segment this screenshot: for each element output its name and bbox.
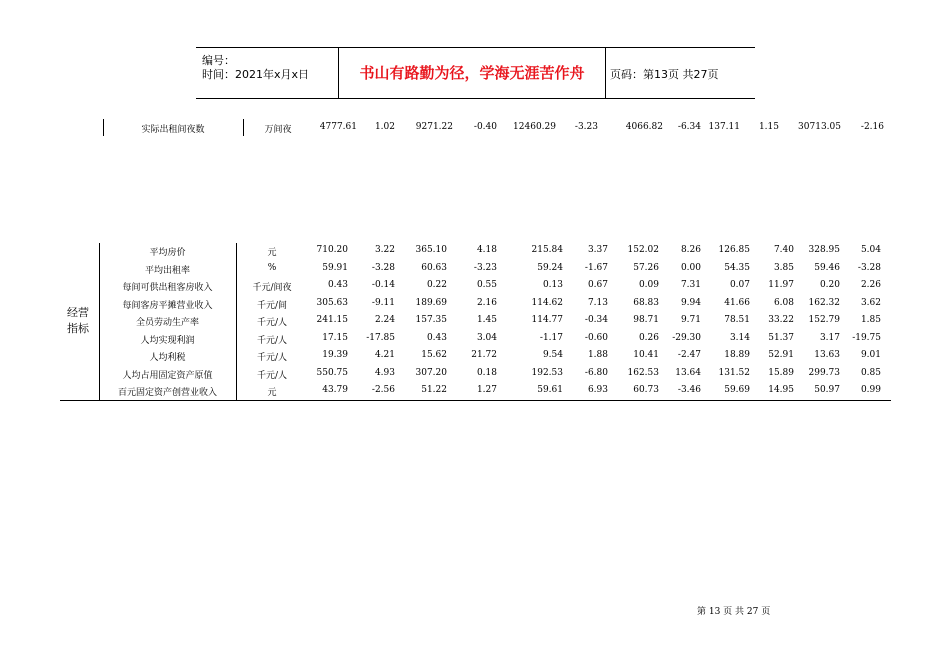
table-cell: -1.67 xyxy=(584,262,608,273)
table-cell: 4.18 xyxy=(476,245,497,255)
table-cell: 18.89 xyxy=(724,350,750,360)
table-cell: 19.39 xyxy=(322,350,348,360)
table-cell: -6.34 xyxy=(677,122,701,132)
table-cell: 0.43 xyxy=(327,280,348,290)
table-cell: -3.46 xyxy=(677,385,701,395)
metric-name: 人均占用固定资产原值 xyxy=(122,370,213,381)
table-cell: -6.80 xyxy=(584,367,608,378)
metric-unit: % xyxy=(267,262,277,273)
table-cell: 6.93 xyxy=(587,385,608,395)
table-cell: 1.02 xyxy=(374,122,395,132)
motto: 书山有路勤为径，学海无涯苦作舟 xyxy=(359,64,585,82)
table-cell: 59.24 xyxy=(537,262,563,273)
table-cell: 9.01 xyxy=(860,350,881,360)
table-cell: 41.66 xyxy=(724,297,750,308)
table-cell: 550.75 xyxy=(316,367,348,378)
metric-unit: 千元/人 xyxy=(256,318,288,328)
table-cell: 162.53 xyxy=(627,367,659,378)
metric-name: 每间客房平摊营业收入 xyxy=(122,300,213,311)
table-cell: 157.35 xyxy=(415,315,447,325)
metric-unit: 元 xyxy=(267,248,277,258)
metric-name: 平均房价 xyxy=(149,248,186,258)
table-cell: 114.62 xyxy=(531,297,563,308)
table-cell: -17.85 xyxy=(366,332,395,343)
table-cell: -0.40 xyxy=(473,122,497,132)
page-code: 页码：第13页 共27页 xyxy=(610,68,719,81)
table-cell: 152.79 xyxy=(808,315,840,325)
table-cell: -3.23 xyxy=(473,262,497,273)
table-cell: 6.08 xyxy=(773,297,794,308)
table-cell: 50.97 xyxy=(814,385,840,395)
table-cell: 0.99 xyxy=(860,385,881,395)
table-cell: 59.46 xyxy=(814,262,840,273)
table-cell: 3.04 xyxy=(476,332,497,343)
table-cell: 8.26 xyxy=(680,245,701,255)
table-cell: -0.14 xyxy=(371,280,395,290)
table-cell: 0.22 xyxy=(426,280,447,290)
table-cell: -1.17 xyxy=(539,332,563,343)
table-cell: 11.97 xyxy=(768,280,794,290)
table-cell: 1.88 xyxy=(587,350,608,360)
table-cell: 17.15 xyxy=(322,332,348,343)
page-header xyxy=(196,47,755,99)
table-cell: 60.63 xyxy=(421,262,447,273)
table-cell: 3.17 xyxy=(819,332,840,343)
table-cell: 59.91 xyxy=(322,262,348,273)
table-cell: 126.85 xyxy=(718,245,750,255)
table-cell: 43.79 xyxy=(322,385,348,395)
metric-unit: 千元/人 xyxy=(256,353,288,363)
table-cell: 215.84 xyxy=(531,245,563,255)
metric-unit: 千元/间夜 xyxy=(252,283,292,293)
table-cell: 13.63 xyxy=(814,350,840,360)
table-cell: 4777.61 xyxy=(319,122,357,132)
page-footer: 第 13 页 共 27 页 xyxy=(697,607,771,617)
metric-unit: 千元/间 xyxy=(256,300,288,311)
metric-name: 每间可供出租客房收入 xyxy=(122,283,213,293)
table-cell: 15.62 xyxy=(421,350,447,360)
table-cell: 9.71 xyxy=(680,315,701,325)
table-cell: 1.85 xyxy=(860,315,881,325)
metric-name: 全员劳动生产率 xyxy=(135,318,199,328)
table-cell: 3.14 xyxy=(729,332,750,343)
table-cell: 0.18 xyxy=(476,367,497,378)
table-cell: -2.47 xyxy=(677,350,701,360)
metric-name: 人均利税 xyxy=(149,353,186,363)
table-cell: 59.69 xyxy=(724,385,750,395)
metric-name: 百元固定资产创营业收入 xyxy=(117,388,217,398)
table-cell: 9271.22 xyxy=(415,122,453,132)
table-cell: 3.22 xyxy=(374,245,395,255)
table-cell: 0.43 xyxy=(426,332,447,343)
metric-name: 平均出租率 xyxy=(144,265,190,276)
table-cell: -2.16 xyxy=(860,122,884,132)
table-cell: 0.55 xyxy=(476,280,497,290)
table-cell: 1.27 xyxy=(476,385,497,395)
table-cell: 21.72 xyxy=(471,350,497,360)
table-bottom-rule xyxy=(60,400,891,401)
table-cell: 305.63 xyxy=(316,297,348,308)
table-cell: 710.20 xyxy=(316,245,348,255)
table-cell: 365.10 xyxy=(415,245,447,255)
table-cell: 15.89 xyxy=(768,367,794,378)
table-cell: 137.11 xyxy=(708,122,740,132)
table-cell: 0.07 xyxy=(729,280,750,290)
table-cell: 307.20 xyxy=(415,367,447,378)
table-cell: -3.28 xyxy=(371,262,395,273)
table-cell: 152.02 xyxy=(627,245,659,255)
table-cell: 1.45 xyxy=(476,315,497,325)
section-label: 经营指标 xyxy=(67,306,89,335)
table-cell: 114.77 xyxy=(531,315,563,325)
table-cell: 51.22 xyxy=(421,385,447,395)
table-cell: 2.16 xyxy=(476,297,497,308)
table-cell: 2.26 xyxy=(860,280,881,290)
table-cell: 2.24 xyxy=(374,315,395,325)
table-cell: -29.30 xyxy=(672,332,701,343)
table-cell: -0.34 xyxy=(584,315,608,325)
table-cell: 162.32 xyxy=(808,297,840,308)
table-cell: -3.23 xyxy=(574,122,598,132)
table-cell: 1.15 xyxy=(758,122,779,132)
table-cell: 7.31 xyxy=(680,280,701,290)
table-cell: 68.83 xyxy=(633,297,659,308)
table-cell: 0.67 xyxy=(587,280,608,290)
table-cell: 9.54 xyxy=(542,350,563,360)
table-cell: 0.09 xyxy=(638,280,659,290)
table-cell: 78.51 xyxy=(724,315,750,325)
table-cell: 52.91 xyxy=(768,350,794,360)
table-cell: -19.75 xyxy=(852,332,881,343)
table-cell: 7.40 xyxy=(773,245,794,255)
table-cell: 241.15 xyxy=(316,315,348,325)
table-cell: 0.26 xyxy=(638,332,659,343)
table-cell: 299.73 xyxy=(808,367,840,378)
table-cell: 98.71 xyxy=(633,315,659,325)
table-cell: 328.95 xyxy=(808,245,840,255)
table-cell: 12460.29 xyxy=(513,122,556,132)
table-cell: 0.00 xyxy=(680,262,701,273)
table-cell: -9.11 xyxy=(371,297,395,308)
row-border-left xyxy=(103,119,104,136)
metric-unit: 千元/人 xyxy=(256,370,288,381)
table-cell: -0.60 xyxy=(584,332,608,343)
time-label: 时间：2021年x月x日 xyxy=(202,68,310,81)
table-border xyxy=(99,243,100,401)
metric-name: 人均实现利润 xyxy=(140,335,195,346)
table-cell: 7.13 xyxy=(587,297,608,308)
table-cell: 192.53 xyxy=(531,367,563,378)
table-cell: 10.41 xyxy=(633,350,659,360)
table-cell: 33.22 xyxy=(768,315,794,325)
table-cell: -2.56 xyxy=(371,385,395,395)
table-cell: 3.62 xyxy=(860,297,881,308)
table-cell: 4.21 xyxy=(374,350,395,360)
table-border xyxy=(236,243,237,401)
table-cell: 5.04 xyxy=(860,245,881,255)
table-cell: 4066.82 xyxy=(625,122,663,132)
table-cell: 54.35 xyxy=(724,262,750,273)
table-cell: 0.85 xyxy=(860,367,881,378)
table-cell: 3.85 xyxy=(773,262,794,273)
table-cell: -3.28 xyxy=(857,262,881,273)
table-cell: 3.37 xyxy=(587,245,608,255)
table-cell: 59.61 xyxy=(537,385,563,395)
table-cell: 57.26 xyxy=(633,262,659,273)
header-divider xyxy=(605,48,606,98)
table-cell: 9.94 xyxy=(680,297,701,308)
table-cell: 0.20 xyxy=(819,280,840,290)
metric-unit: 元 xyxy=(267,388,277,398)
table-cell: 131.52 xyxy=(718,367,750,378)
table-cell: 189.69 xyxy=(415,297,447,308)
table-cell: 0.13 xyxy=(542,280,563,290)
row-border-mid xyxy=(243,119,244,136)
table-cell: 4.93 xyxy=(374,367,395,378)
table-cell: 13.64 xyxy=(675,367,701,378)
table-cell: 51.37 xyxy=(768,332,794,343)
metric-unit: 千元/人 xyxy=(256,335,288,346)
code-label: 编号： xyxy=(202,54,235,67)
table-cell: 30713.05 xyxy=(798,122,841,132)
metric-name: 实际出租间夜数 xyxy=(141,125,205,135)
metric-unit: 万间夜 xyxy=(264,125,292,135)
table-cell: 60.73 xyxy=(633,385,659,395)
table-cell: 14.95 xyxy=(768,385,794,395)
